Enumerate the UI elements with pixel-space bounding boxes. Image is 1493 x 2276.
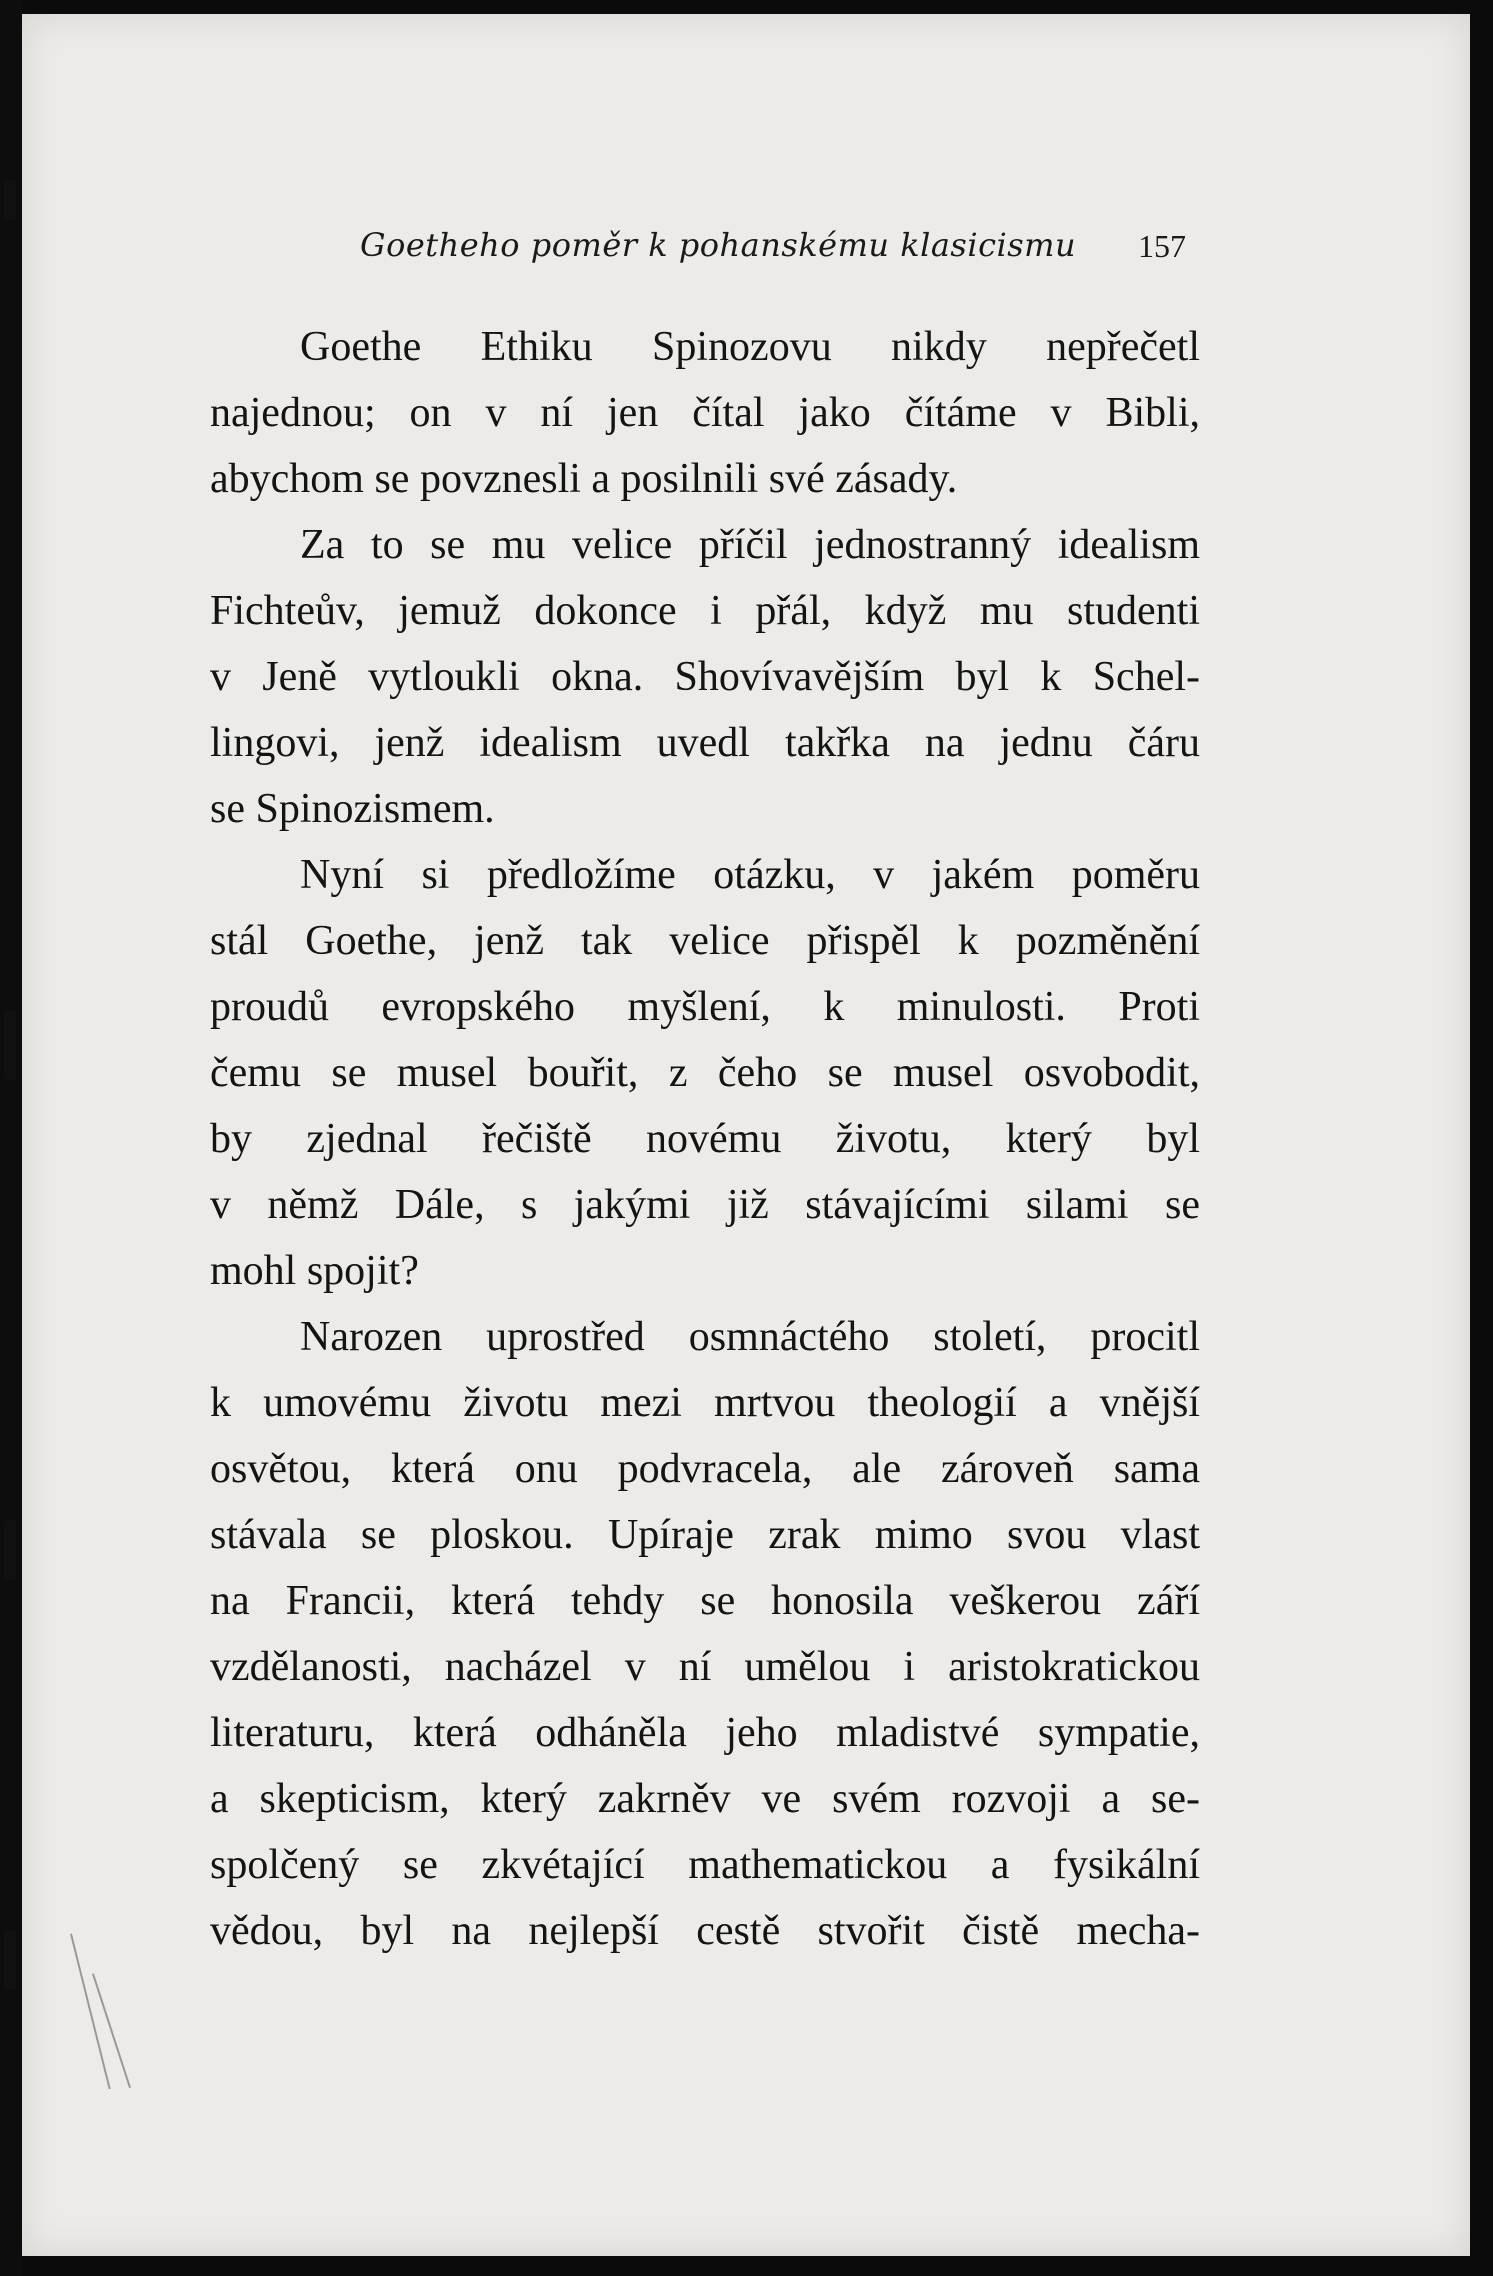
text-line: Narozen uprostřed osmnáctého století, procitl [300, 1314, 1200, 1360]
text-line: Za to se mu velice příčil jednostranný idealism [300, 522, 1200, 568]
text-line: v němž Dále, s jakými již stávajícími silami se [210, 1182, 1200, 1228]
text-line: na Francii, která tehdy se honosila veškerou září [210, 1578, 1200, 1624]
text-line: literaturu, která odháněla jeho mladistvé sympatie, [210, 1710, 1200, 1756]
text-line: v Jeně vytloukli okna. Shovívavějším byl k Schel- [210, 654, 1200, 700]
text-line: Goethe Ethiku Spinozovu nikdy nepřečetl [300, 324, 1200, 370]
binding-mark [4, 1010, 16, 1080]
text-line: stávala se ploskou. Upíraje zrak mimo svou vlast [210, 1512, 1200, 1558]
text-line: čemu se musel bouřit, z čeho se musel osvobodit, [210, 1050, 1200, 1096]
text-line: lingovi, jenž idealism uvedl takřka na jednu čáru [210, 720, 1200, 766]
text-line: stál Goethe, jenž tak velice přispěl k pozměnění [210, 918, 1200, 964]
binding-mark [4, 1930, 16, 1990]
text-line: Nyní si předložíme otázku, v jakém poměru [300, 852, 1200, 898]
binding-mark [4, 1520, 16, 1580]
binding-mark [4, 180, 16, 220]
text-line: abychom se povznesli a posilnili své zásady. [210, 456, 958, 502]
text-line: vědou, byl na nejlepší cestě stvořit čistě mecha- [210, 1908, 1200, 1954]
running-head-title: Goetheho poměr k pohanskému klasicismu [360, 226, 1077, 264]
page-number: 157 [1138, 228, 1186, 264]
text-line: vzdělanosti, nacházel v ní umělou i aristokratickou [210, 1644, 1200, 1690]
text-line: osvětou, která onu podvracela, ale zároveň sama [210, 1446, 1200, 1492]
text-line: mohl spojit? [210, 1248, 419, 1294]
text-line: najednou; on v ní jen čítal jako čítáme v Bibli, [210, 390, 1200, 436]
text-line: a skepticism, který zakrněv ve svém rozvoji a se- [210, 1776, 1200, 1822]
binding-edge [0, 0, 22, 2276]
text-line: by zjednal řečiště novému životu, který byl [210, 1116, 1200, 1162]
text-line: proudů evropského myšlení, k minulosti. Proti [210, 984, 1200, 1030]
text-line: spolčený se zkvétající mathematickou a fysikální [210, 1842, 1200, 1888]
text-line: Fichteův, jemuž dokonce i přál, když mu studenti [210, 588, 1200, 634]
scratch-mark [92, 1973, 131, 2088]
text-line: se Spinozismem. [210, 786, 495, 832]
text-line: k umovému životu mezi mrtvou theologií a vnější [210, 1380, 1200, 1426]
